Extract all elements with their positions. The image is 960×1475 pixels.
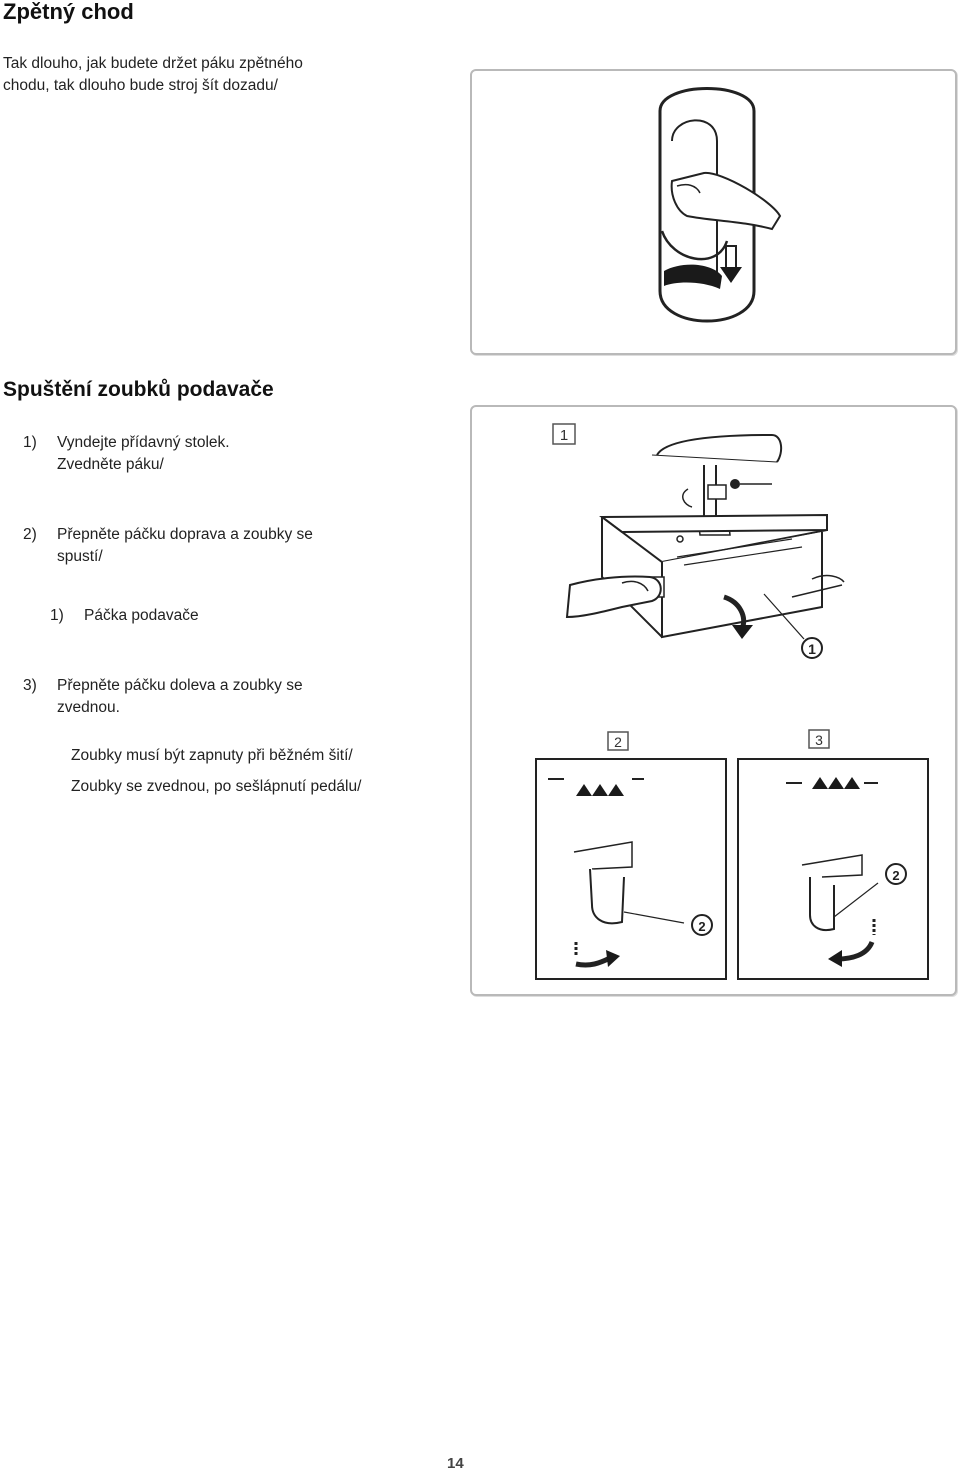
reverse-text-line-2: chodu, tak dlouho bude stroj šít dozadu/ — [3, 77, 278, 94]
page-number: 14 — [447, 1455, 464, 1472]
section-title-reverse: Zpětný chod — [3, 0, 134, 24]
fig-3-label: 3 — [815, 732, 823, 748]
reverse-lever-illustration — [472, 71, 955, 353]
note-line-2: Zoubky se zvednou, po sešlápnutí pedálu/ — [71, 778, 362, 795]
step-3-line-2: zvednou. — [57, 699, 120, 716]
callout-2-left: 2 — [698, 919, 706, 934]
sub-item-1 — [50, 605, 430, 627]
section-title-feed-dogs: Spuštění zoubků podavače — [3, 378, 274, 401]
callout-1: 1 — [808, 641, 816, 657]
feed-dog-illustration — [472, 407, 955, 994]
step-1-line-2: Zvedněte páku/ — [57, 456, 164, 473]
step-3 — [23, 675, 443, 719]
step-1-number: 1) — [23, 434, 37, 451]
feed-dog-figure — [470, 405, 957, 996]
reverse-lever-figure — [470, 69, 957, 355]
step-3-line-1: Přepněte páčku doleva a zoubky se — [57, 677, 303, 694]
note-line-1: Zoubky musí být zapnuty při běžném šití/ — [71, 747, 353, 764]
step-2-number: 2) — [23, 526, 37, 543]
step-1-line-1: Vyndejte přídavný stolek. — [57, 434, 230, 451]
reverse-text-line-1: Tak dlouho, jak budete držet páku zpětného — [3, 55, 303, 72]
step-2 — [23, 524, 443, 568]
fig-1-label: 1 — [559, 427, 569, 444]
sub-item-1-number: 1) — [50, 607, 64, 624]
sub-item-1-text: Páčka podavače — [84, 607, 199, 624]
step-2-line-1: Přepněte páčku doprava a zoubky se — [57, 526, 313, 543]
callout-2-right: 2 — [892, 868, 900, 883]
step-1 — [23, 432, 443, 476]
step-2-line-2: spustí/ — [57, 548, 103, 565]
fig-2-label: 2 — [614, 734, 622, 750]
step-3-number: 3) — [23, 677, 37, 694]
